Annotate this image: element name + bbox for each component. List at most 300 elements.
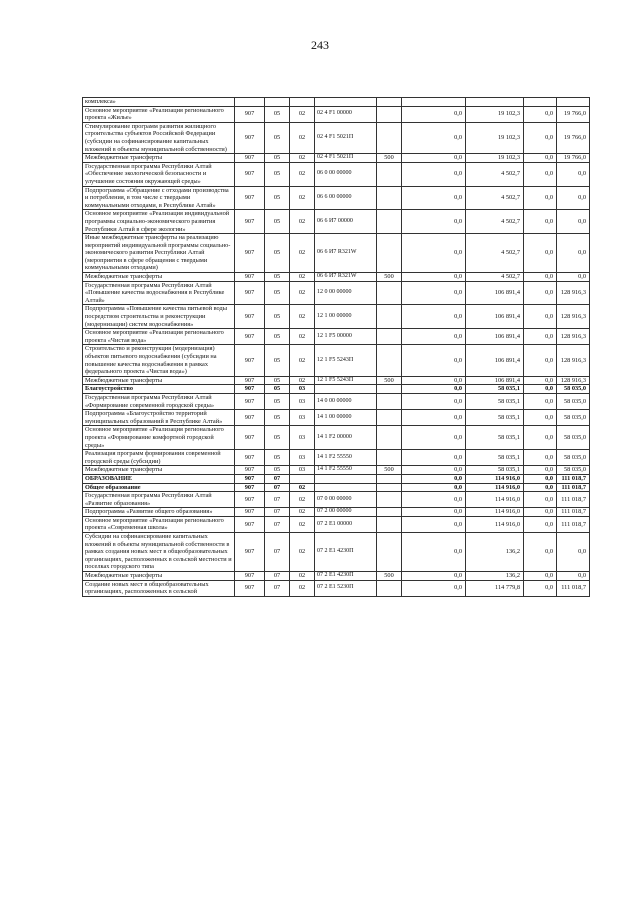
amount-2023-cell: 0,0	[402, 572, 466, 581]
amount-2023-cell: 0,0	[402, 376, 466, 385]
target-article-cell: 14 0 00 00000	[315, 393, 377, 409]
amount-2024-cell: 106 891,4	[466, 305, 524, 329]
row-name-cell: Стимулирование программ развития жилищного строительства субъектов Российской Федерации (субсидии на софинансирование капитальных вложений в объекты муниципальной собственности)	[83, 122, 235, 153]
row-name-cell: Основное мероприятие «Реализация регионального проекта «Жилье»	[83, 106, 235, 122]
amount-2024-cell: 136,2	[466, 533, 524, 572]
ministry-code-cell: 907	[235, 122, 265, 153]
amount-zero-cell: 0,0	[524, 305, 557, 329]
amount-2024-cell: 114 916,0	[466, 516, 524, 532]
expense-type-cell	[377, 450, 402, 466]
section-code-cell: 07	[265, 572, 290, 581]
amount-zero-cell: 0,0	[524, 426, 557, 450]
amount-2023-cell: 0,0	[402, 106, 466, 122]
section-code-cell: 07	[265, 580, 290, 596]
amount-2024-cell: 4 502,7	[466, 186, 524, 210]
table-row	[83, 273, 590, 282]
row-name-cell: Межбюджетные трансферты	[83, 376, 235, 385]
row-name-cell: Подпрограмма «Повышение качества питьевой воды посредством строительства и реконструкции (модернизации) систем водоснабжения»	[83, 305, 235, 329]
amount-2024-cell: 4 502,7	[466, 234, 524, 273]
expense-type-cell	[377, 533, 402, 572]
amount-2024-cell: 4 502,7	[466, 210, 524, 234]
section-code-cell: 07	[265, 508, 290, 517]
amount-2024-cell: 19 102,3	[466, 154, 524, 163]
subsection-code-cell: 03	[290, 466, 315, 475]
subsection-code-cell: 02	[290, 234, 315, 273]
subsection-code-cell: 03	[290, 450, 315, 466]
table-row	[83, 98, 590, 107]
row-name-cell: Государственная программа Республики Алтай «Обеспечение экологической безопасности и улучшение состояния окружающей среды»	[83, 162, 235, 186]
amount-2025-cell: 111 018,7	[557, 474, 590, 483]
expense-type-cell	[377, 305, 402, 329]
table-row	[83, 210, 590, 234]
amount-2024-cell: 58 035,1	[466, 450, 524, 466]
amount-2023-cell: 0,0	[402, 426, 466, 450]
section-code-cell: 05	[265, 186, 290, 210]
subsection-code-cell: 03	[290, 393, 315, 409]
row-name-cell: Строительство и реконструкция (модернизация) объектов питьевого водоснабжения (субсидии на повышение качества водоснабжения в рамках федерального проекта «Чистая вода»)	[83, 345, 235, 376]
section-code-cell: 07	[265, 474, 290, 483]
amount-zero-cell: 0,0	[524, 281, 557, 305]
expense-type-cell	[377, 474, 402, 483]
amount-2025-cell: 111 018,7	[557, 516, 590, 532]
section-code-cell: 05	[265, 305, 290, 329]
section-code-cell: 05	[265, 385, 290, 394]
amount-zero-cell: 0,0	[524, 580, 557, 596]
ministry-code-cell: 907	[235, 572, 265, 581]
row-name-cell: ОБРАЗОВАНИЕ	[83, 474, 235, 483]
amount-2024-cell: 114 916,0	[466, 474, 524, 483]
table-row	[83, 234, 590, 273]
amount-2024-cell: 4 502,7	[466, 273, 524, 282]
row-name-cell: Создание новых мест в общеобразовательных организациях, расположенных в сельской	[83, 580, 235, 596]
amount-zero-cell: 0,0	[524, 393, 557, 409]
amount-zero-cell: 0,0	[524, 273, 557, 282]
section-code-cell: 05	[265, 122, 290, 153]
table-row	[83, 186, 590, 210]
amount-2023-cell: 0,0	[402, 210, 466, 234]
amount-2023-cell: 0,0	[402, 492, 466, 508]
amount-2024-cell: 114 779,8	[466, 580, 524, 596]
target-article-cell: 02 4 F1 5021П	[315, 122, 377, 153]
target-article-cell	[315, 98, 377, 107]
section-code-cell: 05	[265, 426, 290, 450]
amount-2023-cell: 0,0	[402, 345, 466, 376]
row-name-cell: Межбюджетные трансферты	[83, 154, 235, 163]
amount-2025-cell: 58 035,0	[557, 450, 590, 466]
section-code-cell: 07	[265, 516, 290, 532]
section-code-cell: 07	[265, 533, 290, 572]
row-name-cell: Реализация программ формирования современной городской среды (субсидии)	[83, 450, 235, 466]
row-name-cell: Межбюджетные трансферты	[83, 572, 235, 581]
amount-2024-cell: 106 891,4	[466, 345, 524, 376]
subsection-code-cell	[290, 98, 315, 107]
expense-type-cell	[377, 234, 402, 273]
ministry-code-cell: 907	[235, 281, 265, 305]
amount-2024-cell: 114 916,0	[466, 483, 524, 492]
table-row	[83, 508, 590, 517]
row-name-cell: Иные межбюджетные трансферты на реализацию мероприятий индивидуальной программы социально-экономического развития Республики Алтай (мероприятия в сфере обращения с твердыми коммунальными отходами)	[83, 234, 235, 273]
amount-2023-cell: 0,0	[402, 162, 466, 186]
amount-2025-cell: 58 035,0	[557, 466, 590, 475]
ministry-code-cell: 907	[235, 154, 265, 163]
section-code-cell: 07	[265, 492, 290, 508]
section-code-cell: 05	[265, 273, 290, 282]
ministry-code-cell: 907	[235, 385, 265, 394]
target-article-cell	[315, 483, 377, 492]
subsection-code-cell: 03	[290, 385, 315, 394]
amount-zero-cell: 0,0	[524, 474, 557, 483]
target-article-cell: 06 6 00 00000	[315, 186, 377, 210]
amount-2023-cell: 0,0	[402, 154, 466, 163]
amount-2025-cell: 0,0	[557, 273, 590, 282]
target-article-cell: 12 1 F5 5243П	[315, 345, 377, 376]
amount-2024-cell: 58 035,1	[466, 393, 524, 409]
amount-2023-cell: 0,0	[402, 474, 466, 483]
amount-2024-cell: 19 102,3	[466, 122, 524, 153]
section-code-cell: 05	[265, 234, 290, 273]
row-name-cell: Основное мероприятие «Реализация регионального проекта «Современная школа»	[83, 516, 235, 532]
ministry-code-cell: 907	[235, 426, 265, 450]
amount-2025-cell: 111 018,7	[557, 508, 590, 517]
amount-zero-cell: 0,0	[524, 345, 557, 376]
row-name-cell: Общее образование	[83, 483, 235, 492]
row-name-cell: Подпрограмма «Благоустройство территорий муниципальных образований в Республике Алтай»	[83, 410, 235, 426]
row-name-cell: Субсидии на софинансирование капитальных вложений в объекты муниципальной собственности в рамках создания новых мест в общеобразовательных организациях, расположенных в сельской местности и поселках городского типа	[83, 533, 235, 572]
target-article-cell: 02 4 F1 5021П	[315, 154, 377, 163]
row-name-cell: Государственная программа Республики Алтай «Развитие образования»	[83, 492, 235, 508]
section-code-cell: 05	[265, 450, 290, 466]
section-code-cell: 05	[265, 162, 290, 186]
amount-2025-cell: 0,0	[557, 162, 590, 186]
ministry-code-cell: 907	[235, 162, 265, 186]
amount-2024-cell: 58 035,1	[466, 426, 524, 450]
subsection-code-cell: 02	[290, 516, 315, 532]
target-article-cell: 12 1 F5 00000	[315, 329, 377, 345]
amount-2025-cell: 128 916,3	[557, 376, 590, 385]
amount-2023-cell: 0,0	[402, 122, 466, 153]
amount-zero-cell: 0,0	[524, 483, 557, 492]
target-article-cell: 02 4 F1 00000	[315, 106, 377, 122]
section-code-cell: 05	[265, 393, 290, 409]
amount-zero-cell: 0,0	[524, 516, 557, 532]
amount-2025-cell: 111 018,7	[557, 483, 590, 492]
amount-2024-cell: 58 035,1	[466, 385, 524, 394]
amount-zero-cell: 0,0	[524, 533, 557, 572]
ministry-code-cell: 907	[235, 273, 265, 282]
expense-type-cell	[377, 426, 402, 450]
row-name-cell: Основное мероприятие «Реализация регионального проекта «Формирование комфортной городской среды»	[83, 426, 235, 450]
target-article-cell: 06 6 И7 R321W	[315, 234, 377, 273]
amount-2024-cell: 4 502,7	[466, 162, 524, 186]
table-row	[83, 410, 590, 426]
expense-type-cell	[377, 186, 402, 210]
subsection-code-cell: 02	[290, 376, 315, 385]
table-row	[83, 106, 590, 122]
amount-zero-cell: 0,0	[524, 162, 557, 186]
table-row	[83, 492, 590, 508]
amount-2024-cell	[466, 98, 524, 107]
amount-2024-cell: 106 891,4	[466, 329, 524, 345]
amount-zero-cell: 0,0	[524, 572, 557, 581]
table-row	[83, 385, 590, 394]
subsection-code-cell: 02	[290, 533, 315, 572]
subsection-code-cell: 02	[290, 329, 315, 345]
section-code-cell: 05	[265, 154, 290, 163]
amount-zero-cell: 0,0	[524, 466, 557, 475]
target-article-cell: 07 2 E1 00000	[315, 516, 377, 532]
ministry-code-cell: 907	[235, 305, 265, 329]
section-code-cell: 05	[265, 376, 290, 385]
expense-type-cell: 500	[377, 273, 402, 282]
section-code-cell: 05	[265, 329, 290, 345]
amount-zero-cell	[524, 98, 557, 107]
amount-2023-cell: 0,0	[402, 410, 466, 426]
subsection-code-cell: 02	[290, 508, 315, 517]
row-name-cell: Межбюджетные трансферты	[83, 466, 235, 475]
target-article-cell: 14 1 F2 55550	[315, 466, 377, 475]
subsection-code-cell: 02	[290, 345, 315, 376]
amount-2023-cell: 0,0	[402, 580, 466, 596]
table-row	[83, 281, 590, 305]
subsection-code-cell: 02	[290, 572, 315, 581]
ministry-code-cell: 907	[235, 106, 265, 122]
amount-2024-cell: 106 891,4	[466, 281, 524, 305]
expense-type-cell: 500	[377, 376, 402, 385]
subsection-code-cell: 02	[290, 492, 315, 508]
expense-type-cell	[377, 106, 402, 122]
amount-2023-cell	[402, 98, 466, 107]
expense-type-cell	[377, 393, 402, 409]
table-row	[83, 474, 590, 483]
subsection-code-cell	[290, 474, 315, 483]
target-article-cell: 07 2 00 00000	[315, 508, 377, 517]
ministry-code-cell: 907	[235, 466, 265, 475]
amount-2024-cell: 106 891,4	[466, 376, 524, 385]
amount-zero-cell: 0,0	[524, 186, 557, 210]
section-code-cell: 05	[265, 106, 290, 122]
amount-2025-cell: 19 766,0	[557, 122, 590, 153]
amount-2025-cell: 128 916,3	[557, 345, 590, 376]
budget-table	[82, 97, 590, 597]
expense-type-cell	[377, 492, 402, 508]
expense-type-cell	[377, 580, 402, 596]
target-article-cell	[315, 385, 377, 394]
row-name-cell: Государственная программа Республики Алтай «Формирование современной городской среды»	[83, 393, 235, 409]
target-article-cell	[315, 474, 377, 483]
ministry-code-cell: 907	[235, 393, 265, 409]
amount-zero-cell: 0,0	[524, 106, 557, 122]
row-name-cell: комплекса»	[83, 98, 235, 107]
amount-2024-cell: 19 102,3	[466, 106, 524, 122]
amount-2025-cell: 128 916,3	[557, 329, 590, 345]
amount-2024-cell: 114 916,0	[466, 508, 524, 517]
row-name-cell: Благоустройство	[83, 385, 235, 394]
row-name-cell: Государственная программа Республики Алтай «Повышение качества водоснабжения в Республике Алтай»	[83, 281, 235, 305]
table-row	[83, 122, 590, 153]
amount-2024-cell: 58 035,1	[466, 466, 524, 475]
amount-zero-cell: 0,0	[524, 508, 557, 517]
table-row	[83, 483, 590, 492]
ministry-code-cell: 907	[235, 533, 265, 572]
table-row	[83, 393, 590, 409]
amount-2023-cell: 0,0	[402, 234, 466, 273]
subsection-code-cell: 02	[290, 580, 315, 596]
row-name-cell: Основное мероприятие «Реализация регионального проекта «Чистая вода»	[83, 329, 235, 345]
ministry-code-cell: 907	[235, 580, 265, 596]
subsection-code-cell: 02	[290, 154, 315, 163]
amount-zero-cell: 0,0	[524, 234, 557, 273]
amount-2025-cell: 111 018,7	[557, 492, 590, 508]
row-name-cell: Основное мероприятие «Реализация индивидуальной программы социально-экономического развития Республики Алтай в сфере экологии»	[83, 210, 235, 234]
amount-2025-cell: 58 035,0	[557, 385, 590, 394]
ministry-code-cell: 907	[235, 492, 265, 508]
amount-2023-cell: 0,0	[402, 281, 466, 305]
amount-2023-cell: 0,0	[402, 273, 466, 282]
table-row	[83, 162, 590, 186]
row-name-cell: Межбюджетные трансферты	[83, 273, 235, 282]
amount-zero-cell: 0,0	[524, 450, 557, 466]
amount-2025-cell: 111 018,7	[557, 580, 590, 596]
target-article-cell: 06 0 00 00000	[315, 162, 377, 186]
ministry-code-cell: 907	[235, 234, 265, 273]
table-row	[83, 376, 590, 385]
target-article-cell: 07 0 00 00000	[315, 492, 377, 508]
subsection-code-cell: 02	[290, 305, 315, 329]
section-code-cell: 05	[265, 466, 290, 475]
target-article-cell: 14 1 F2 55550	[315, 450, 377, 466]
amount-zero-cell: 0,0	[524, 329, 557, 345]
amount-zero-cell: 0,0	[524, 376, 557, 385]
amount-zero-cell: 0,0	[524, 385, 557, 394]
amount-2025-cell: 58 035,0	[557, 410, 590, 426]
expense-type-cell	[377, 483, 402, 492]
expense-type-cell	[377, 516, 402, 532]
ministry-code-cell	[235, 98, 265, 107]
expense-type-cell	[377, 98, 402, 107]
amount-2025-cell: 19 766,0	[557, 154, 590, 163]
table-row	[83, 580, 590, 596]
ministry-code-cell: 907	[235, 345, 265, 376]
expense-type-cell	[377, 210, 402, 234]
table-row	[83, 329, 590, 345]
table-row	[83, 305, 590, 329]
amount-zero-cell: 0,0	[524, 492, 557, 508]
ministry-code-cell: 907	[235, 376, 265, 385]
amount-zero-cell: 0,0	[524, 210, 557, 234]
amount-2023-cell: 0,0	[402, 186, 466, 210]
target-article-cell: 06 6 И7 00000	[315, 210, 377, 234]
target-article-cell: 07 2 E1 4230П	[315, 572, 377, 581]
section-code-cell: 07	[265, 483, 290, 492]
expense-type-cell	[377, 345, 402, 376]
subsection-code-cell: 02	[290, 162, 315, 186]
subsection-code-cell: 02	[290, 483, 315, 492]
amount-2023-cell: 0,0	[402, 508, 466, 517]
subsection-code-cell: 02	[290, 273, 315, 282]
ministry-code-cell: 907	[235, 508, 265, 517]
amount-2025-cell: 19 766,0	[557, 106, 590, 122]
amount-2025-cell: 58 035,0	[557, 393, 590, 409]
expense-type-cell	[377, 162, 402, 186]
target-article-cell: 12 1 F5 5243П	[315, 376, 377, 385]
section-code-cell	[265, 98, 290, 107]
amount-2023-cell: 0,0	[402, 329, 466, 345]
subsection-code-cell: 03	[290, 426, 315, 450]
target-article-cell: 12 1 00 00000	[315, 305, 377, 329]
ministry-code-cell: 907	[235, 474, 265, 483]
amount-2025-cell: 58 035,0	[557, 426, 590, 450]
amount-2025-cell: 128 916,3	[557, 305, 590, 329]
target-article-cell: 07 2 E1 4230П	[315, 533, 377, 572]
subsection-code-cell: 02	[290, 106, 315, 122]
amount-2025-cell	[557, 98, 590, 107]
section-code-cell: 05	[265, 410, 290, 426]
section-code-cell: 05	[265, 345, 290, 376]
amount-zero-cell: 0,0	[524, 122, 557, 153]
section-code-cell: 05	[265, 210, 290, 234]
target-article-cell: 14 1 F2 00000	[315, 426, 377, 450]
table-row	[83, 426, 590, 450]
ministry-code-cell: 907	[235, 186, 265, 210]
amount-2023-cell: 0,0	[402, 516, 466, 532]
expense-type-cell: 500	[377, 572, 402, 581]
amount-2025-cell: 128 916,3	[557, 281, 590, 305]
expense-type-cell: 500	[377, 154, 402, 163]
amount-2024-cell: 58 035,1	[466, 410, 524, 426]
table-row	[83, 450, 590, 466]
amount-2024-cell: 136,2	[466, 572, 524, 581]
amount-2023-cell: 0,0	[402, 450, 466, 466]
amount-2023-cell: 0,0	[402, 483, 466, 492]
expense-type-cell	[377, 329, 402, 345]
ministry-code-cell: 907	[235, 450, 265, 466]
section-code-cell: 05	[265, 281, 290, 305]
subsection-code-cell: 02	[290, 122, 315, 153]
amount-2025-cell: 0,0	[557, 572, 590, 581]
amount-2023-cell: 0,0	[402, 305, 466, 329]
subsection-code-cell: 02	[290, 186, 315, 210]
ministry-code-cell: 907	[235, 210, 265, 234]
table-row	[83, 154, 590, 163]
target-article-cell: 14 1 00 00000	[315, 410, 377, 426]
ministry-code-cell: 907	[235, 329, 265, 345]
expense-type-cell	[377, 122, 402, 153]
ministry-code-cell: 907	[235, 483, 265, 492]
ministry-code-cell: 907	[235, 410, 265, 426]
table-row	[83, 533, 590, 572]
amount-2023-cell: 0,0	[402, 393, 466, 409]
expense-type-cell	[377, 410, 402, 426]
amount-zero-cell: 0,0	[524, 410, 557, 426]
target-article-cell: 06 6 И7 R321W	[315, 273, 377, 282]
amount-2025-cell: 0,0	[557, 234, 590, 273]
subsection-code-cell: 02	[290, 210, 315, 234]
expense-type-cell: 500	[377, 466, 402, 475]
table-row	[83, 516, 590, 532]
expense-type-cell	[377, 281, 402, 305]
expense-type-cell	[377, 385, 402, 394]
page-number: 243	[311, 38, 329, 52]
subsection-code-cell: 02	[290, 281, 315, 305]
amount-2025-cell: 0,0	[557, 186, 590, 210]
expense-type-cell	[377, 508, 402, 517]
amount-2023-cell: 0,0	[402, 385, 466, 394]
amount-2023-cell: 0,0	[402, 466, 466, 475]
amount-2025-cell: 0,0	[557, 210, 590, 234]
table-row	[83, 572, 590, 581]
target-article-cell: 07 2 E1 5230П	[315, 580, 377, 596]
row-name-cell: Подпрограмма «Развитие общего образования»	[83, 508, 235, 517]
